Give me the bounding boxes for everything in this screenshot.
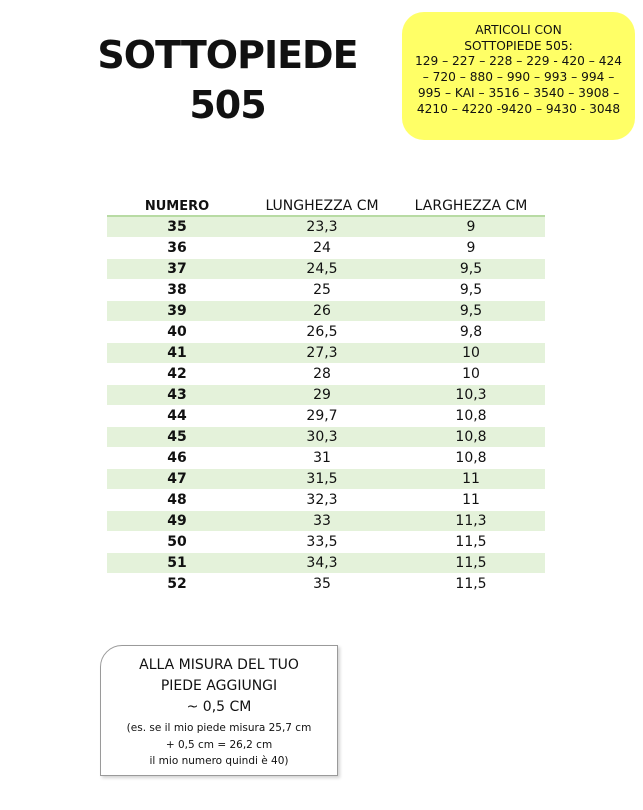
articles-list-box <box>402 12 635 140</box>
header-lunghezza: LUNGHEZZA CM <box>247 193 397 216</box>
header-numero: NUMERO <box>107 193 247 216</box>
table-row <box>107 532 545 553</box>
cell-numero: 41 <box>107 343 247 364</box>
page-title <box>60 30 395 130</box>
cell-lunghezza: 23,3 <box>247 216 397 238</box>
cell-numero: 43 <box>107 385 247 406</box>
cell-lunghezza: 30,3 <box>247 427 397 448</box>
articles-line: 4210 – 4220 -9420 – 9430 - 3048 <box>416 101 621 116</box>
cell-lunghezza: 24,5 <box>247 259 397 280</box>
table-row <box>107 216 545 238</box>
cell-larghezza: 11,5 <box>397 532 545 553</box>
cell-lunghezza: 29,7 <box>247 406 397 427</box>
cell-larghezza: 11,3 <box>397 511 545 532</box>
note-example-line: il mio numero quindi è 40) <box>149 755 289 767</box>
cell-numero: 45 <box>107 427 247 448</box>
table-row <box>107 511 545 532</box>
cell-lunghezza: 32,3 <box>247 490 397 511</box>
cell-lunghezza: 24 <box>247 238 397 259</box>
note-example <box>101 720 337 770</box>
note-example-line: (es. se il mio piede misura 25,7 cm <box>126 722 312 734</box>
table-row <box>107 301 545 322</box>
articles-line: 129 – 227 – 228 – 229 - 420 – 424 <box>414 54 623 69</box>
cell-numero: 51 <box>107 553 247 574</box>
cell-larghezza: 11 <box>397 469 545 490</box>
table-row <box>107 385 545 406</box>
cell-lunghezza: 34,3 <box>247 553 397 574</box>
cell-lunghezza: 28 <box>247 364 397 385</box>
table-row <box>107 427 545 448</box>
cell-numero: 36 <box>107 238 247 259</box>
cell-numero: 50 <box>107 532 247 553</box>
cell-numero: 49 <box>107 511 247 532</box>
cell-lunghezza: 29 <box>247 385 397 406</box>
cell-numero: 38 <box>107 280 247 301</box>
cell-numero: 39 <box>107 301 247 322</box>
cell-larghezza: 10 <box>397 364 545 385</box>
cell-larghezza: 9,5 <box>397 301 545 322</box>
table-body <box>107 216 545 595</box>
cell-larghezza: 9 <box>397 216 545 238</box>
table-header-row <box>107 193 545 216</box>
cell-larghezza: 11,5 <box>397 553 545 574</box>
cell-larghezza: 9 <box>397 238 545 259</box>
cell-numero: 40 <box>107 322 247 343</box>
articles-line: – 720 – 880 – 990 – 993 – 994 – <box>422 70 615 85</box>
title-line-2: 505 <box>189 83 266 127</box>
table-row <box>107 448 545 469</box>
cell-lunghezza: 26,5 <box>247 322 397 343</box>
table-row <box>107 469 545 490</box>
table-row <box>107 343 545 364</box>
cell-larghezza: 9,5 <box>397 259 545 280</box>
title-line-1: SOTTOPIEDE <box>97 33 358 77</box>
table-row <box>107 322 545 343</box>
sizing-note-box <box>100 645 338 776</box>
cell-lunghezza: 35 <box>247 574 397 595</box>
cell-lunghezza: 25 <box>247 280 397 301</box>
cell-numero: 35 <box>107 216 247 238</box>
table-row <box>107 280 545 301</box>
cell-numero: 47 <box>107 469 247 490</box>
cell-larghezza: 9,5 <box>397 280 545 301</box>
note-example-line: + 0,5 cm = 26,2 cm <box>165 738 273 751</box>
table-row <box>107 574 545 595</box>
note-main-line: PIEDE AGGIUNGI <box>160 678 278 694</box>
cell-numero: 37 <box>107 259 247 280</box>
table-row <box>107 406 545 427</box>
cell-numero: 48 <box>107 490 247 511</box>
cell-lunghezza: 31,5 <box>247 469 397 490</box>
cell-numero: 52 <box>107 574 247 595</box>
cell-lunghezza: 33 <box>247 511 397 532</box>
cell-larghezza: 10,8 <box>397 448 545 469</box>
cell-larghezza: 10,8 <box>397 427 545 448</box>
articles-line: ARTICOLI CON <box>475 23 562 37</box>
articles-line: SOTTOPIEDE 505: <box>464 38 573 53</box>
cell-larghezza: 11 <box>397 490 545 511</box>
cell-larghezza: 10,3 <box>397 385 545 406</box>
cell-numero: 42 <box>107 364 247 385</box>
table-row <box>107 490 545 511</box>
cell-larghezza: 9,8 <box>397 322 545 343</box>
cell-lunghezza: 31 <box>247 448 397 469</box>
table-row <box>107 553 545 574</box>
size-table <box>107 193 545 595</box>
cell-lunghezza: 26 <box>247 301 397 322</box>
note-main-line: ~ 0,5 CM <box>186 699 252 715</box>
articles-line: 995 – KAI – 3516 – 3540 – 3908 – <box>417 85 620 100</box>
cell-larghezza: 10 <box>397 343 545 364</box>
note-main-line: ALLA MISURA DEL TUO <box>139 657 299 673</box>
table-row <box>107 259 545 280</box>
cell-larghezza: 11,5 <box>397 574 545 595</box>
cell-lunghezza: 33,5 <box>247 532 397 553</box>
header-larghezza: LARGHEZZA CM <box>397 193 545 216</box>
cell-numero: 46 <box>107 448 247 469</box>
cell-lunghezza: 27,3 <box>247 343 397 364</box>
cell-numero: 44 <box>107 406 247 427</box>
table-row <box>107 364 545 385</box>
cell-larghezza: 10,8 <box>397 406 545 427</box>
note-main <box>101 655 337 718</box>
table-row <box>107 238 545 259</box>
